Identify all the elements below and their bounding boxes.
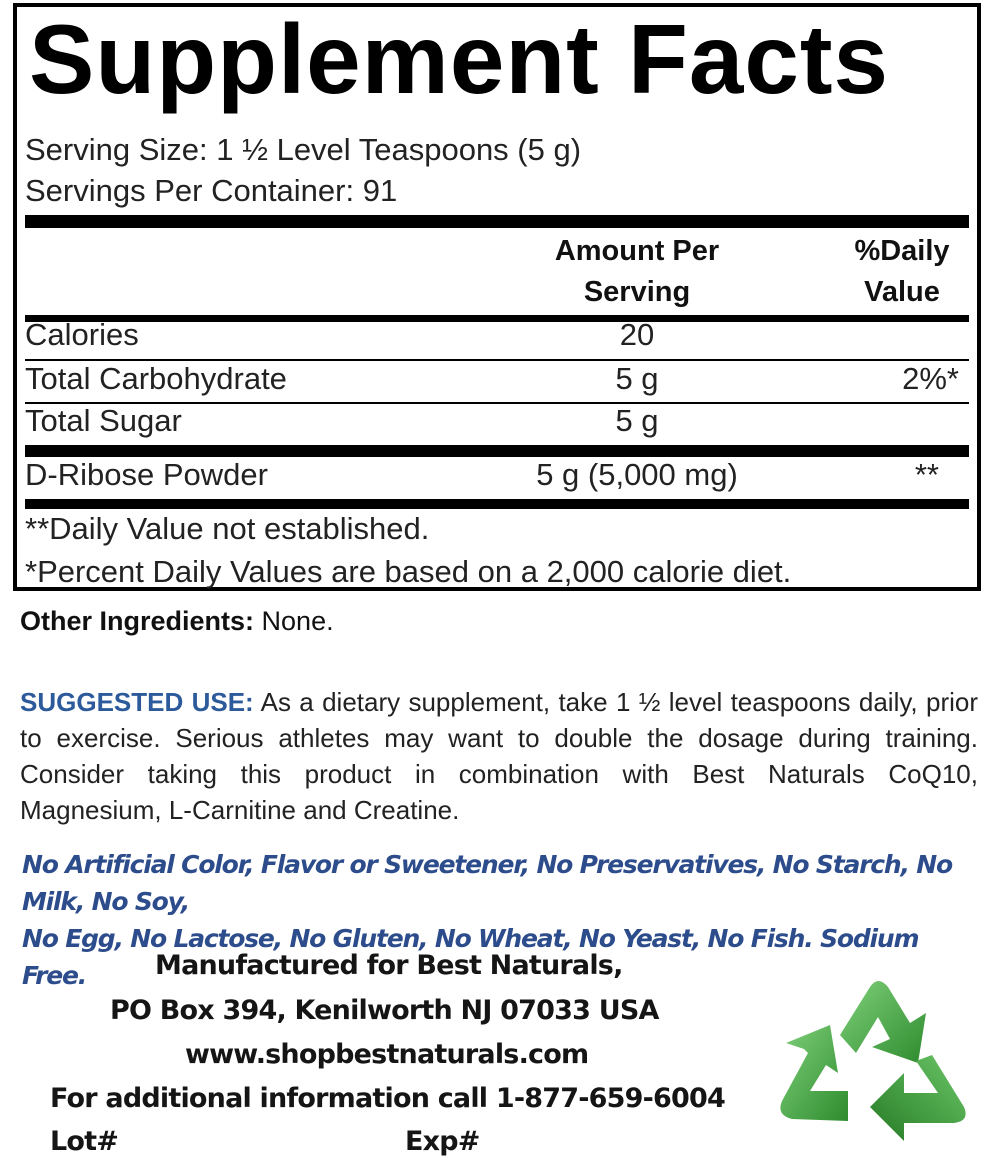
nutrient-amount-d-ribose: 5 g (5,000 mg)	[536, 457, 738, 492]
dv-header-line1: %Daily	[854, 235, 950, 267]
manufacturer-address: PO Box 394, Kenilworth NJ 07033 USA	[110, 995, 659, 1026]
free-from-line2: No Egg, No Lactose, No Gluten, No Wheat, No Yeast, No Fish. Sodium Free.	[22, 924, 919, 990]
nutrient-label-d-ribose: D-Ribose Powder	[25, 457, 268, 492]
servings-per-container: Servings Per Container: 91	[25, 173, 398, 208]
nutrient-amount-sugar: 5 g	[615, 403, 659, 438]
nutrient-amount-carbohydrate: 5 g	[615, 361, 659, 396]
footnote-calorie-diet: *Percent Daily Values are based on a 2,000 calorie diet.	[25, 554, 792, 589]
recycle-arrow-top	[840, 981, 926, 1063]
dv-header-line2: Value	[864, 276, 940, 308]
other-ingredients-label: Other Ingredients:	[20, 606, 255, 636]
amount-per-serving-header	[487, 231, 787, 313]
recycle-arrow-right	[870, 1055, 966, 1141]
thick-divider	[25, 445, 969, 457]
daily-value-header	[837, 231, 967, 313]
suggested-use	[20, 684, 978, 828]
expiration-date: Exp#	[405, 1126, 480, 1157]
nutrient-label-sugar: Total Sugar	[25, 403, 182, 438]
thick-divider	[25, 215, 969, 228]
footnote-dv-not-established: **Daily Value not established.	[25, 511, 430, 546]
manufacturer-website: www.shopbestnaturals.com	[185, 1039, 589, 1070]
nutrient-label-carbohydrate: Total Carbohydrate	[25, 361, 287, 396]
other-ingredients	[20, 606, 334, 637]
nutrient-dv-carbohydrate: 2%*	[902, 361, 959, 396]
manufacturer-phone: For additional information call 1-877-659-6004	[50, 1083, 725, 1114]
amount-header-line1: Amount Per	[554, 235, 720, 267]
panel-title: Supplement Facts	[29, 4, 890, 114]
lot-number: Lot#	[50, 1126, 119, 1157]
suggested-use-text: As a dietary supplement, take 1 ½ level teaspoons daily, prior to exercise. Serious athletes may want to double the dosage during training. Consider taking this product in combination with Best Naturals CoQ10, Magnesium, L-Carnitine and Creatine.	[20, 687, 979, 825]
serving-size: Serving Size: 1 ½ Level Teaspoons (5 g)	[25, 132, 582, 167]
nutrient-label-calories: Calories	[25, 317, 139, 352]
nutrient-dv-d-ribose: **	[914, 457, 939, 492]
amount-header-line2: Serving	[583, 276, 691, 308]
other-ingredients-value: None.	[254, 606, 334, 636]
free-from-line1: No Artificial Color, Flavor or Sweetener, No Preservatives, No Starch, No Milk, No Soy,	[22, 850, 952, 916]
suggested-use-label: SUGGESTED USE:	[20, 687, 254, 717]
recycle-icon	[770, 965, 985, 1155]
recycle-arrow-left	[780, 1025, 848, 1121]
thick-divider	[25, 499, 969, 509]
supplement-facts-panel	[13, 3, 981, 591]
manufacturer-line1: Manufactured for Best Naturals,	[155, 950, 623, 981]
nutrient-amount-calories: 20	[619, 317, 655, 352]
